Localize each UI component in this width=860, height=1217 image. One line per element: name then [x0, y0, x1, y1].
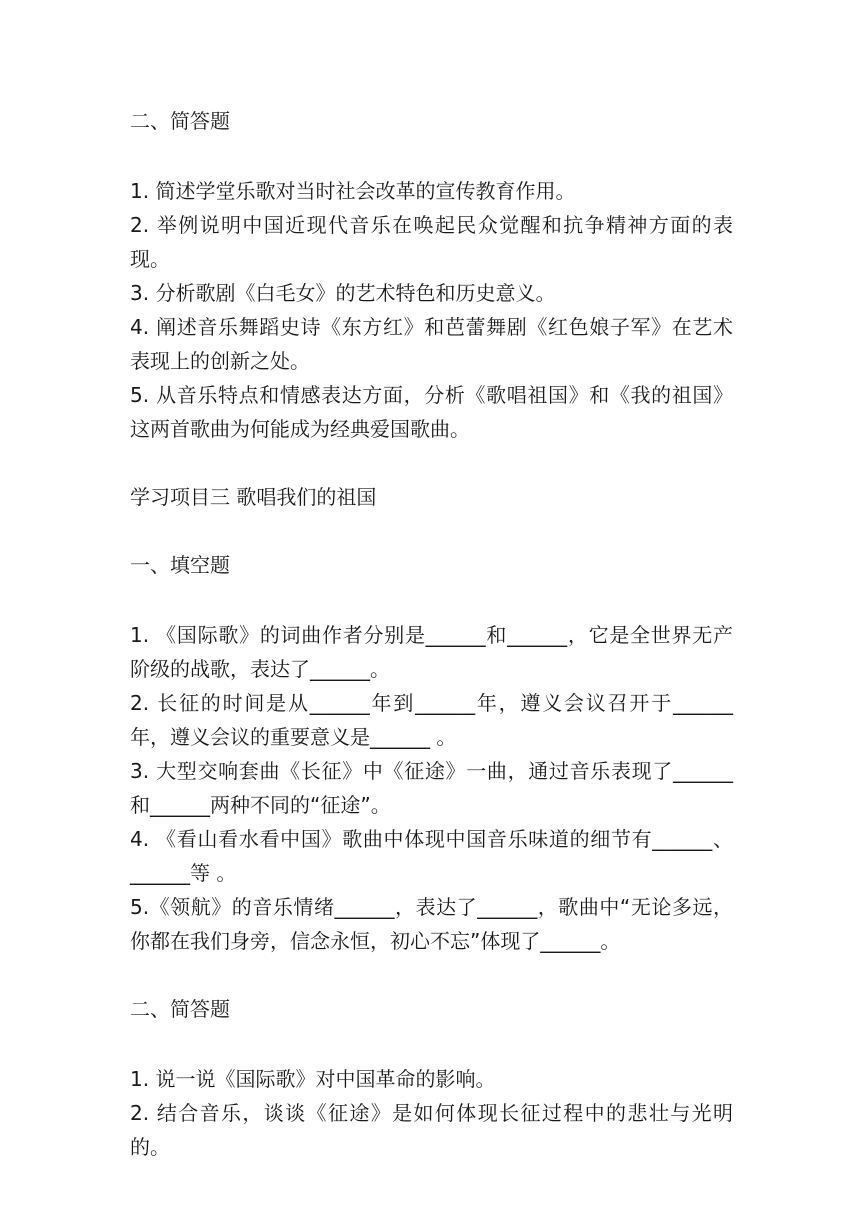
- question-item: 2. 结合音乐，谈谈《征途》是如何体现长征过程中的悲壮与光明的。: [130, 1101, 733, 1159]
- section-heading-short-answer: 二、简答题: [130, 109, 230, 133]
- question-item: 2. 长征的时间是从______年到______年，遵义会议召开于______年，遵义会议的重要意义是______ 。: [130, 691, 733, 749]
- question-item: 2. 举例说明中国近现代音乐在唤起民众觉醒和抗争精神方面的表现。: [130, 213, 733, 271]
- question-item: 3. 大型交响套曲《长征》中《征途》一曲，通过音乐表现了______和______两种不同的“征途”。: [130, 759, 733, 817]
- short-answer-list: [130, 174, 733, 446]
- question-item: 4. 阐述音乐舞蹈史诗《东方红》和芭蕾舞剧《红色娘子军》在艺术表现上的创新之处。: [130, 315, 733, 373]
- document-page: [130, 104, 733, 1164]
- question-item: 5.《领航》的音乐情绪______，表达了______，歌曲中“无论多远，你都在我们身旁，信念永恒，初心不忘”体现了______。: [130, 895, 733, 953]
- question-item: 5. 从音乐特点和情感表达方面，分析《歌唱祖国》和《我的祖国》这两首歌曲为何能成为经典爱国歌曲。: [130, 383, 733, 441]
- question-item: 1. 说一说《国际歌》对中国革命的影响。: [130, 1067, 496, 1091]
- question-item: 1. 《国际歌》的词曲作者分别是______和______，它是全世界无产阶级的战歌，表达了______。: [130, 623, 733, 681]
- question-item: 1. 简述学堂乐歌对当时社会改革的宣传教育作用。: [130, 179, 576, 203]
- section-heading-fill-blank: 一、填空题: [130, 553, 230, 577]
- question-item: 3. 分析歌剧《白毛女》的艺术特色和历史意义。: [130, 281, 556, 305]
- project-title: 学习项目三 歌唱我们的祖国: [130, 485, 377, 509]
- short-answer-list-2: [130, 1062, 733, 1164]
- section-heading-short-answer-2: 二、简答题: [130, 997, 230, 1021]
- question-item: 4. 《看山看水看中国》歌曲中体现中国音乐味道的细节有______、______等 。: [130, 827, 733, 885]
- fill-blank-list: [130, 618, 733, 958]
